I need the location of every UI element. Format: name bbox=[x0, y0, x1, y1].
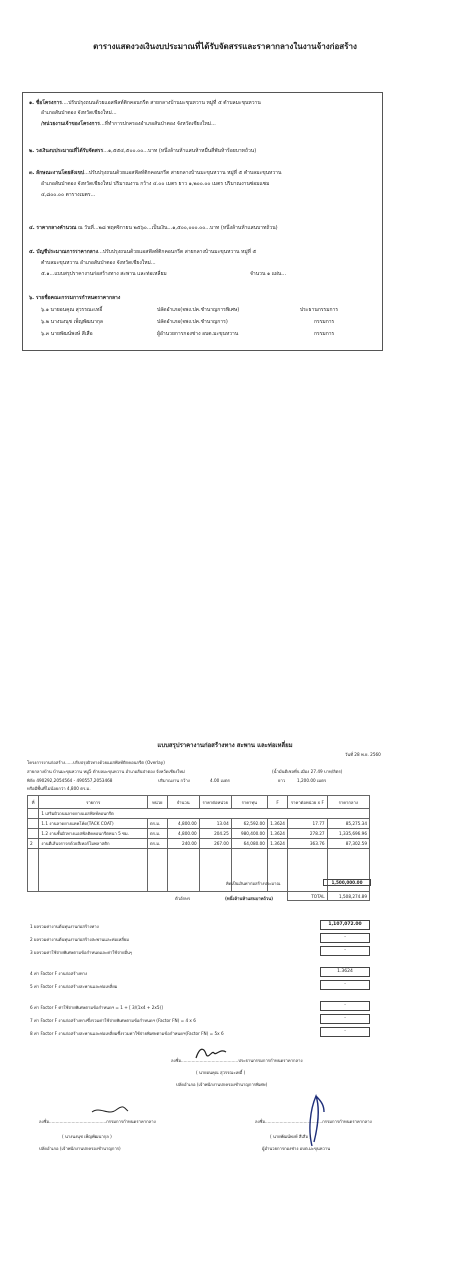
table-header-row bbox=[28, 796, 370, 809]
committee-3-pos: ผู้อำนวยการกองช่าง อบต.มะขุนหวาน bbox=[157, 331, 239, 337]
route-line: สายกลางบ้าน บ้านมะขุนหวาน หมู่5 ตำบลมะขุนหวาน อำเภอสันป่าตอง จังหวัดเชียงใหม่ bbox=[27, 769, 185, 774]
committee-2-name: ๖.๒ นางนงนุช เพ็ญพัฒนากุล bbox=[41, 319, 103, 325]
sig1-position: ปลัดอำเภอ (เจ้าพนักงานปกครองชำนาญการพิเศษ) bbox=[176, 1082, 268, 1087]
section-label: 1 เสริมผิวถนนลาดยางแอสฟัลท์คอนกรีต bbox=[39, 809, 370, 819]
row-unit: ตร.ม. bbox=[147, 839, 167, 849]
table-row bbox=[28, 819, 370, 829]
signature-2 bbox=[90, 1104, 130, 1118]
table-row bbox=[28, 849, 370, 892]
summary-7-label: 7 ค่า Factor F งานก่อสร้างทางซึ่งรวมค่าใช้จ่ายพิเศษตามข้อกำหนดฯ (Factor FN) = 4 x 6 bbox=[30, 1018, 196, 1023]
sig3-position: ผู้อำนวยการกองช่าง อบต.มะขุนหวาน bbox=[262, 1146, 331, 1151]
col-no: ที่ bbox=[28, 796, 39, 809]
row-cost: 980,400.00 bbox=[231, 829, 267, 839]
total-row bbox=[28, 892, 370, 901]
row-unit: ตร.ม. bbox=[147, 829, 167, 839]
section-5-text2: ตำบลมะขุนหวาน อำเภอสันป่าตอง จังหวัดเชียงใหม่... bbox=[41, 260, 156, 266]
committee-1-role: ประธานกรรมการ bbox=[300, 307, 339, 313]
col-item: รายการ bbox=[39, 796, 148, 809]
row-no: 2 bbox=[28, 839, 39, 849]
table-row bbox=[28, 829, 370, 839]
page2-date: วันที่ 28 พ.ย. 2560 bbox=[345, 752, 381, 757]
width-value: 4.00 เมตร bbox=[210, 778, 230, 783]
width-label: ปริมาณงาน กว้าง bbox=[158, 778, 190, 783]
table-row bbox=[28, 839, 370, 849]
table-row bbox=[28, 809, 370, 819]
committee-3-role: กรรมการ bbox=[314, 331, 335, 337]
summary-1-label: 1 ผลรวมค่างานต้นทุนงานก่อสร้างทาง bbox=[30, 924, 99, 929]
row-unit: ตร.ม. bbox=[147, 819, 167, 829]
words-label: ตัวอักษร bbox=[175, 896, 191, 901]
col-unit-price: ราคาต่อหน่วย bbox=[199, 796, 231, 809]
summary-3-label: 3 ผลรวมค่าใช้จ่ายพิเศษตามข้อกำหนดและค่าใช้จ่ายอื่นๆ bbox=[30, 950, 133, 955]
row-item: 1.1 งานลาดยางแทคโค้ด(TACK COAT) bbox=[39, 819, 148, 829]
diesel-note: (น้ำมันดีเซลที่จ.เมือง 27.49 บาท/ลิตร) bbox=[272, 769, 343, 774]
section-2-row bbox=[29, 148, 256, 154]
sig2-name: ( นางนงนุช เพ็ญพัฒนากุล ) bbox=[62, 1134, 112, 1139]
section-3-text2: อำเภอสันป่าตอง จังหวัดเชียงใหม่ ปริมาณงาน กว้าง ๔.๐๐ เมตร ยาว ๑,๒๐๐.๐๐ เมตร ปริมาณงานซ่อมแซม bbox=[41, 181, 270, 187]
project-line: โครงการงานก่อสร้าง......ปรับปรุงผิวทางด้วยแอสฟัลท์ติกคอนกรีต (Overlay) bbox=[27, 760, 165, 765]
total-label: TOTAL bbox=[288, 892, 327, 901]
summary-6-label: 6 ค่า Factor F ค่าใช้จ่ายพิเศษตามข้อกำหนดฯ = 1 + [ 3/(1x4 + 2x5)] bbox=[30, 1005, 163, 1010]
col-f: F bbox=[267, 796, 287, 809]
summary-8-label: 8 ค่า Factor F งานก่อสร้างสะพานและท่อเหลี่ยมซึ่งรวมค่าใช้จ่ายพิเศษตามข้อกำหนดฯ(Factor FN) = 5x 6 bbox=[30, 1031, 224, 1036]
summary-1-value: 1,107,072.00 bbox=[320, 920, 370, 930]
col-unit-f: ราคาต่อหน่วย x F bbox=[288, 796, 327, 809]
section-5-row1 bbox=[29, 249, 256, 255]
col-qty: จำนวน bbox=[167, 796, 199, 809]
row-unit-f: 17.77 bbox=[288, 819, 327, 829]
row-qty: 4,800.00 bbox=[167, 819, 199, 829]
row-qty: 240.00 bbox=[167, 839, 199, 849]
row-total: 87,302.59 bbox=[327, 839, 369, 849]
col-cost: ราคาทุน bbox=[231, 796, 267, 809]
summary-2-label: 2 ผลรวมค่างานต้นทุนงานก่อสร้างสะพานและท่อเหลี่ยม bbox=[30, 937, 130, 942]
section-5-qty: จำนวน ๑ แผ่น... bbox=[250, 271, 287, 277]
row-unit-price: 204.25 bbox=[199, 829, 231, 839]
section-4-row bbox=[29, 225, 278, 231]
section-3-label: ๓. ลักษณะงานโดยสังเขป bbox=[29, 170, 85, 176]
section-1-text: ....ปรับปรุงถนนด้วยแอสฟัลท์ติกคอนกรีต สายกลางบ้านมะขุนหวาน หมู่ที่ ๕ ตำบลมะขุนหวาน bbox=[61, 100, 261, 106]
page1-title: ตารางแสดงวงเงินงบประมาณที่ได้รับจัดสรรและราคากลางในงานจ้างก่อสร้าง bbox=[93, 42, 357, 51]
row-unit-f: 278.27 bbox=[288, 829, 327, 839]
section-3-text: ...ปรับปรุงถนนด้วยแอสฟัลท์ติกคอนกรีต สายกลางบ้านมะขุนหวาน หมู่ที่ ๕ ตำบลมะขุนหวาน bbox=[84, 170, 282, 176]
sig1-name: ( นายอนคุณ สุวรรณะเทอี้ ) bbox=[196, 1070, 246, 1075]
sig2-position: ปลัดอำเภอ (เจ้าพนักงานปกครองชำนาญการ) bbox=[39, 1146, 121, 1151]
area-line: หรือมีพื้นที่ไม่น้อยกว่า 4,800 ตร.ม. bbox=[27, 786, 91, 791]
section-1-text2: อำเภอสันป่าตอง จังหวัดเชียงใหม่... bbox=[41, 110, 117, 116]
section-5-text3: ๕.๑...แบบสรุปราคางานก่อสร้างทาง สะพาน และท่อเหลี่ยม bbox=[41, 271, 167, 277]
section-5-text: ...ปรับปรุงถนนด้วยแอสฟัลท์ติกคอนกรีต สายกลางบ้านมะขุนหวาน หมู่ที่ ๕ bbox=[98, 249, 257, 255]
section-1-row1 bbox=[29, 100, 261, 106]
row-item: 1.2 งานชั้นผิวทางแอสฟัลติคคอนกรีตหนา 5 ซม. bbox=[39, 829, 148, 839]
section-2-label: ๒. วงเงินงบประมาณที่ได้รับจัดสรร bbox=[29, 148, 104, 154]
summary-5-value: - bbox=[320, 980, 370, 990]
price-table bbox=[27, 795, 370, 901]
sig3-name: ( นายพัฒน์พงษ์ สีเสือ ) bbox=[270, 1134, 311, 1139]
summary-7-value: - bbox=[320, 1014, 370, 1024]
committee-1-name: ๖.๑ นายอนคุณ สุวรรณะเทอี้ bbox=[41, 307, 103, 313]
row-total: 85,275.34 bbox=[327, 819, 369, 829]
section-2-text: ...๑,๕๕๔,๕๐๐.๐๐...บาท (หนึ่งล้านห้าแสนห้าหมื่นสี่พันห้าร้อยบาทถ้วน) bbox=[103, 148, 257, 154]
summary-6-value: - bbox=[320, 1001, 370, 1011]
section-3-row1 bbox=[29, 170, 281, 176]
section-6-label: ๖. รายชื่อคณะกรรมการกำหนดราคากลาง bbox=[29, 295, 121, 301]
agency-label: /หน่วยงานเจ้าของโครงการ bbox=[41, 121, 100, 127]
committee-1-pos: ปลัดอำเภอ(จพง.ปค.ชำนาญการพิเศษ) bbox=[157, 307, 240, 313]
row-f: 1.3624 bbox=[267, 819, 287, 829]
row-cost: 62,592.00 bbox=[231, 819, 267, 829]
coordinates: พิกัด 490292,2054564 - 490557,2053468 bbox=[27, 778, 113, 783]
summary-8-value: - bbox=[320, 1027, 370, 1037]
section-5-label: ๕. บัญชีประมาณการราคากลาง bbox=[29, 249, 99, 255]
summary-4-label: 4 ค่า Factor F งานก่อสร้างทาง bbox=[30, 971, 88, 976]
agency-value: ...ที่ทำการปกครองอำเภอสันป่าตอง จังหวัดเชียงใหม่... bbox=[99, 121, 216, 127]
sig2-line: ลงชื่อ...........................................กรรมการกำหนดราคากลาง bbox=[39, 1119, 156, 1124]
row-f: 1.3624 bbox=[267, 839, 287, 849]
row-unit-price: 267.00 bbox=[199, 839, 231, 849]
row-item: งานตีเส้นจราจรด้วยสีเทอร์โมพลาสติก bbox=[39, 839, 148, 849]
summary-3-value: - bbox=[320, 946, 370, 956]
section-1-agency-row bbox=[41, 121, 216, 127]
page2-title: แบบสรุปราคางานก่อสร้างทาง สะพาน และท่อเหลี่ยม bbox=[157, 742, 293, 749]
row-unit-f: 363.76 bbox=[288, 839, 327, 849]
row-no bbox=[28, 819, 39, 829]
budget-label: คิดเป็นเงินค่าก่อสร้างประมาณ bbox=[226, 881, 281, 886]
committee-3-name: ๖.๓ นายพัฒน์พงษ์ สีเสือ bbox=[41, 331, 93, 337]
section-3-text3: ๔,๘๐๐.๐๐ ตารางเมตร... bbox=[41, 192, 96, 198]
row-cost: 64,080.00 bbox=[231, 839, 267, 849]
summary-2-value: - bbox=[320, 933, 370, 943]
length-label: ยาว bbox=[278, 778, 286, 783]
committee-2-role: กรรมการ bbox=[314, 319, 335, 325]
budget-value: 1,500,000.00 bbox=[323, 879, 371, 886]
section-4-label: ๔. ราคากลางคำนวณ bbox=[29, 225, 77, 231]
col-unit: หน่วย bbox=[147, 796, 167, 809]
row-qty: 4,800.00 bbox=[167, 829, 199, 839]
section-4-text: ณ วันที่...๒๘ พฤศจิกายน ๒๕๖๐...เป็นเงิน...๑,๕๐๐,๐๐๐.๐๐...บาท (หนึ่งล้านห้าแสนบาทถ้วน) bbox=[78, 225, 278, 231]
sig1-line: ลงชื่อ...........................................ประธานกรรมการกำหนดราคากลาง bbox=[171, 1058, 303, 1063]
col-total: ราคากลาง bbox=[327, 796, 369, 809]
section-1-label: ๑. ชื่อโครงการ bbox=[29, 100, 62, 106]
sig3-line: ลงชื่อ...........................................กรรมการกำหนดราคากลาง bbox=[255, 1119, 372, 1124]
committee-2-pos: ปลัดอำเภอ(จพง.ปค.ชำนาญการ) bbox=[157, 319, 228, 325]
row-unit-price: 13.04 bbox=[199, 819, 231, 829]
row-no bbox=[28, 829, 39, 839]
row-f: 1.3624 bbox=[267, 829, 287, 839]
total-value: 1,508,274.89 bbox=[327, 892, 369, 901]
length-value: 1,200.00 เมตร bbox=[297, 778, 327, 783]
summary-5-label: 5 ค่า Factor F งานก่อสร้างสะพานและท่อเหลี่ยม bbox=[30, 984, 118, 989]
summary-4-value: 1.3624 bbox=[320, 967, 370, 977]
words-value: (หนึ่งล้านห้าแสนบาทถ้วน) bbox=[225, 896, 274, 901]
row-total: 1,335,696.96 bbox=[327, 829, 369, 839]
